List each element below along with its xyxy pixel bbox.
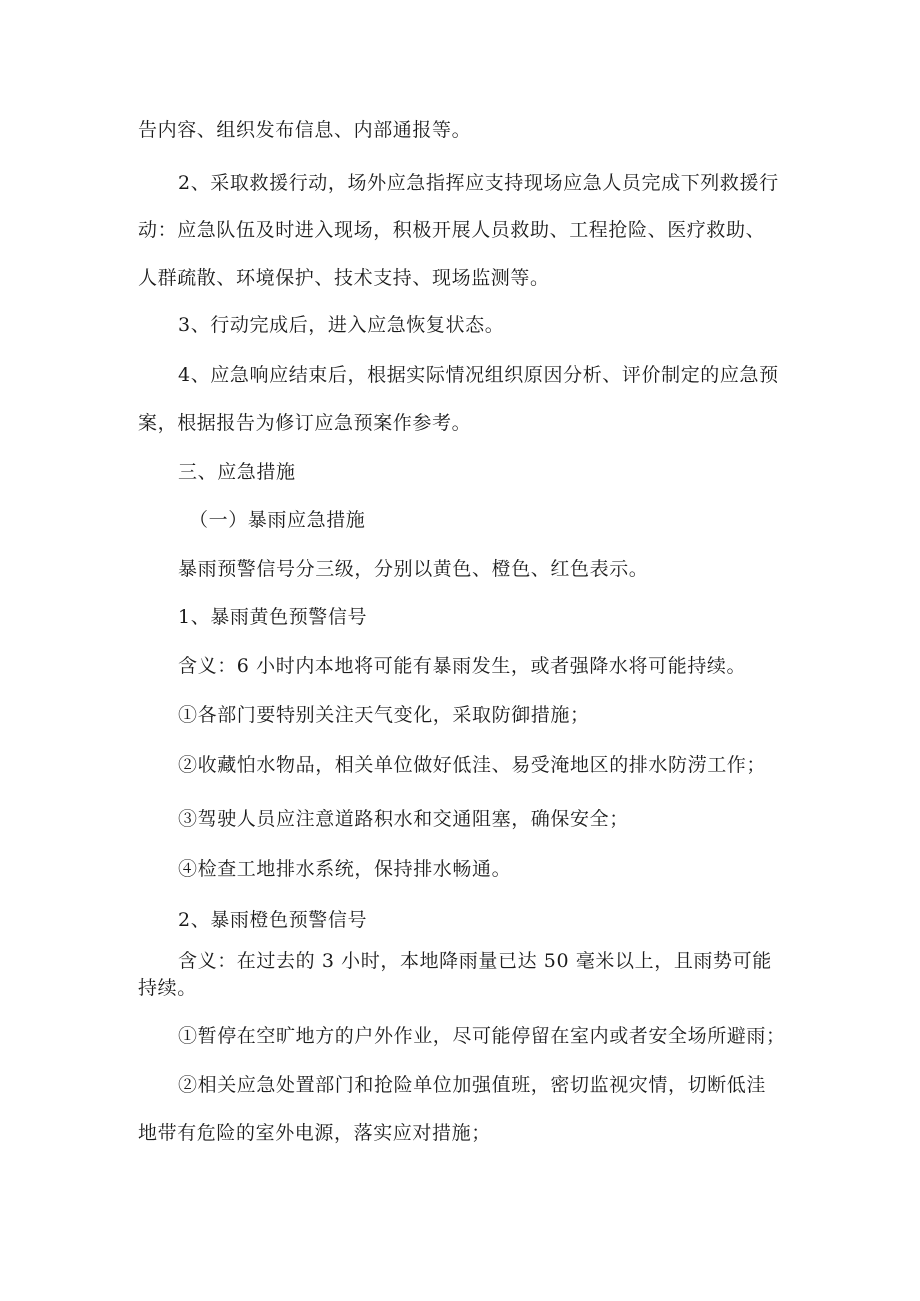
paragraph-line: 案，根据报告为修订应急预案作参考。 — [138, 412, 472, 434]
paragraph-line: 3、行动完成后，进入应急恢复状态。 — [178, 314, 505, 336]
paragraph-line: 地带有危险的室外电源，落实应对措施； — [138, 1122, 491, 1144]
subsection-heading: （一）暴雨应急措施 — [189, 509, 366, 531]
paragraph-line: 暴雨预警信号分三级，分别以黄色、橙色、红色表示。 — [178, 558, 649, 580]
section-heading: 三、应急措施 — [178, 461, 296, 483]
list-item: ②收藏怕水物品，相关单位做好低洼、易受淹地区的排水防涝工作； — [178, 754, 767, 776]
paragraph-line: 告内容、组织发布信息、内部通报等。 — [138, 119, 472, 141]
paragraph-line: 持续。 — [138, 977, 197, 999]
paragraph-line: 人群疏散、环境保护、技术支持、现场监测等。 — [138, 267, 550, 289]
warning-title-orange: 2、暴雨橙色预警信号 — [178, 909, 368, 931]
paragraph-line: 2、采取救援行动，场外应急指挥应支持现场应急人员完成下列救援行 — [178, 172, 779, 194]
warning-title-yellow: 1、暴雨黄色预警信号 — [178, 606, 368, 628]
paragraph-line: 含义：在过去的 3 小时，本地降雨量已达 50 毫米以上，且雨势可能 — [178, 950, 772, 972]
paragraph-line: 4、应急响应结束后，根据实际情况组织原因分析、评价制定的应急预 — [178, 364, 779, 386]
paragraph-line: 含义：6 小时内本地将可能有暴雨发生，或者强降水将可能持续。 — [178, 655, 747, 677]
list-item: ④检查工地排水系统，保持排水畅通。 — [178, 858, 512, 880]
list-item: ①暂停在空旷地方的户外作业，尽可能停留在室内或者安全场所避雨； — [178, 1025, 786, 1047]
list-item: ③驾驶人员应注意道路积水和交通阻塞，确保安全； — [178, 808, 629, 830]
paragraph-line: 动：应急队伍及时进入现场，积极开展人员救助、工程抢险、医疗救助、 — [138, 219, 766, 241]
list-item: ②相关应急处置部门和抢险单位加强值班，密切监视灾情，切断低洼 — [178, 1074, 767, 1096]
list-item: ①各部门要特别关注天气变化，采取防御措施； — [178, 704, 590, 726]
